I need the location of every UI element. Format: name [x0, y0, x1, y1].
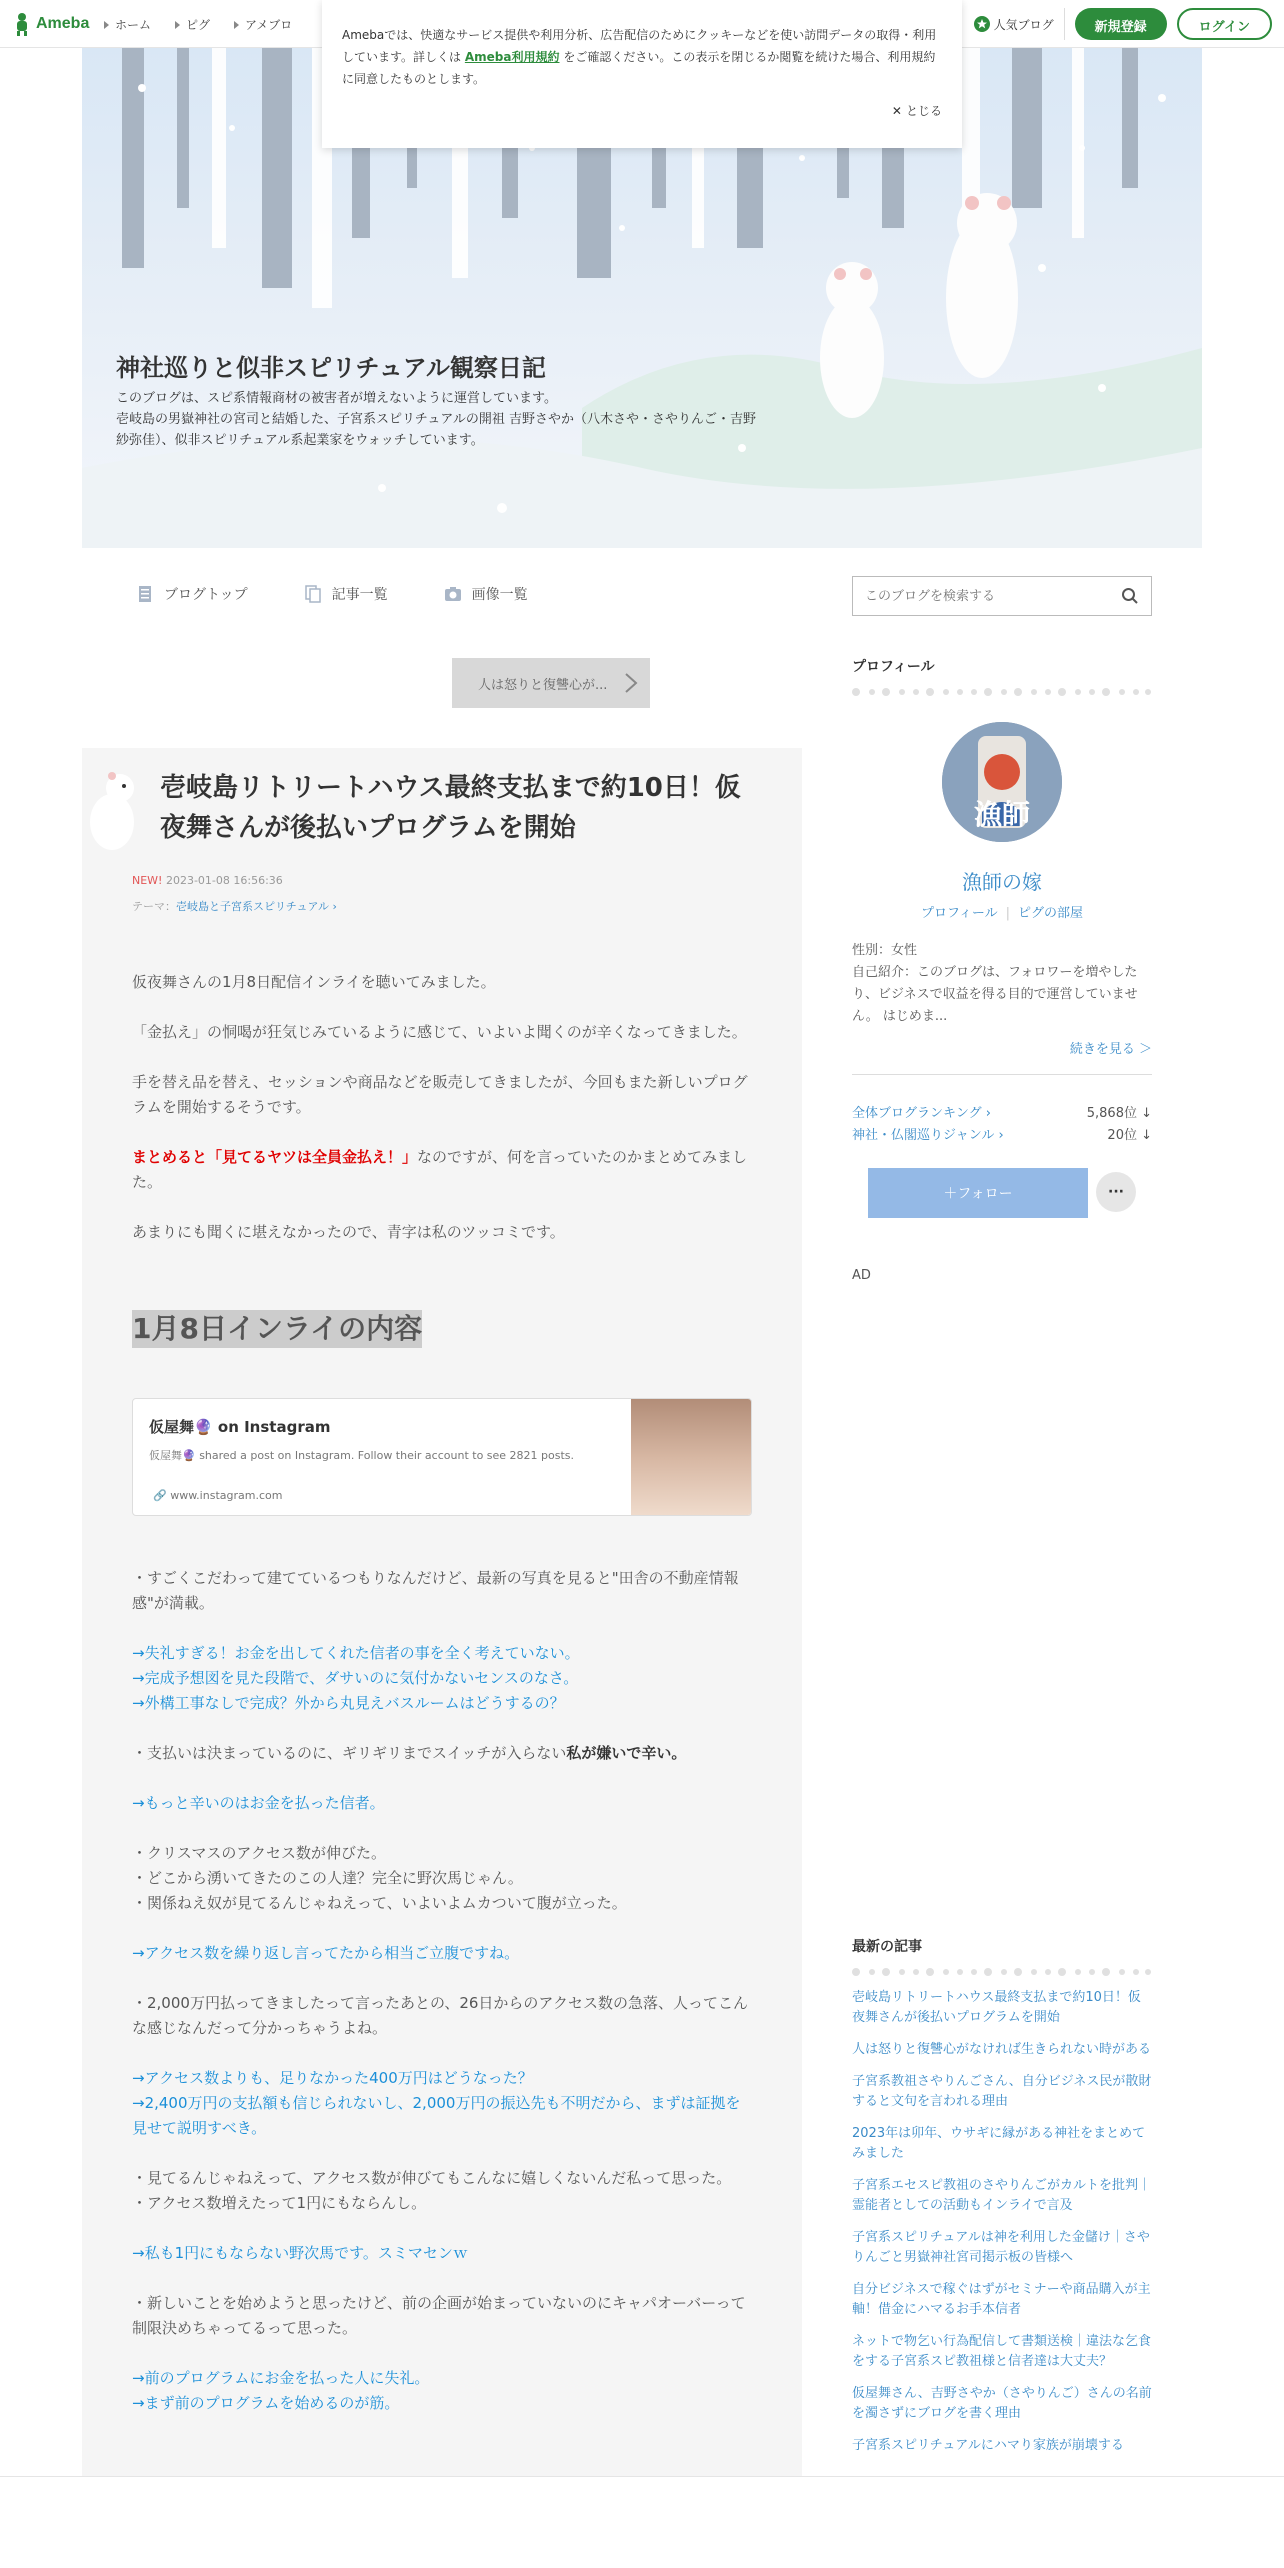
- latest-article-link[interactable]: 壱岐島リトリートハウス最終支払まで約10日！仮夜舞さんが後払いプログラムを開始: [852, 1990, 1141, 2025]
- ameba-logo[interactable]: [12, 12, 89, 36]
- paragraph: ・2,000万円払ってきましたって言ったあとの、26日からのアクセス数の急落、人ってこんな感じなんだって分かっちゃうよね。: [132, 1994, 748, 2037]
- paragraph: ・新しいことを始めようと思ったけど、前の企画が始まっていないのにキャパオーバーって制限決めちゃってるって思った。: [132, 2294, 746, 2337]
- blog-top-link[interactable]: [136, 584, 248, 604]
- profile-name[interactable]: 漁師の嫁: [962, 870, 1042, 894]
- ad-label: AD: [852, 1268, 871, 1283]
- paragraph: あまりにも聞くに堪えなかったので、青字は私のツッコミです。: [132, 1223, 565, 1241]
- comment-block: [132, 2066, 752, 2141]
- comment-block: [132, 1641, 752, 1716]
- nav-item-ameblo[interactable]: [234, 16, 292, 33]
- link-icon: 🔗: [153, 1489, 171, 1502]
- comment-block: [132, 2366, 752, 2416]
- omamori-avatar-image: [942, 722, 1062, 842]
- embed-thumbnail: [631, 1399, 751, 1516]
- profile-heading: プロフィール: [852, 659, 935, 675]
- latest-article-link[interactable]: 自分ビジネスで稼ぐはずがセミナーや商品購入が主軸！借金にハマるお手本信者: [852, 2282, 1151, 2317]
- paragraph: 仮夜舞さんの1月8日配信インライを聴いてみました。: [132, 973, 496, 991]
- image-list-label: 画像一覧: [471, 587, 528, 603]
- paragraph: 「金払え」の恫喝が狂気じみているように感じて、いよいよ聞くのが辛くなってきました。: [132, 1023, 747, 1041]
- triangle-icon: [175, 21, 180, 29]
- comment-line: →もっと辛いのはお金を払った信者。: [132, 1794, 385, 1812]
- more-options-button[interactable]: ···: [1096, 1172, 1136, 1212]
- image-list-link[interactable]: [444, 584, 528, 604]
- document-icon: [136, 585, 154, 603]
- article-list-label: 記事一覧: [331, 587, 388, 603]
- ranking-row: [852, 1102, 1152, 1121]
- nav-label: アメブロ: [245, 18, 293, 32]
- latest-article-link[interactable]: ネットで物乞い行為配信して書類送検｜違法な乞食をする子宮系スピ教祖様と信者達は大丈夫？: [852, 2334, 1152, 2369]
- top-right-actions: [974, 8, 1272, 40]
- paragraph: [132, 2166, 752, 2216]
- chevron-right-icon: [624, 672, 638, 694]
- instagram-embed-card[interactable]: [132, 1398, 752, 1516]
- dot-divider: [852, 1968, 1152, 1976]
- ameba-logo-icon: [12, 12, 32, 36]
- ranking-label[interactable]: [852, 1102, 991, 1121]
- comment-block: [132, 1941, 752, 1966]
- pigg-room-link[interactable]: ピグの部屋: [1018, 906, 1084, 921]
- article: [82, 748, 802, 2568]
- nav-label: ホーム: [115, 18, 152, 32]
- article-date: 2023-01-08 16:56:36: [165, 874, 283, 887]
- new-badge: NEW!: [132, 874, 163, 887]
- signup-button[interactable]: 新規登録: [1075, 8, 1167, 40]
- chevron-right-icon: ›: [981, 1106, 991, 1121]
- latest-article-link[interactable]: 子宮系教祖さやりんごさん、自分ビジネス民が散財すると文句を言われる理由: [852, 2074, 1152, 2109]
- comment-line: →前のプログラムにお金を払った人に失礼。: [132, 2369, 430, 2387]
- divider: [852, 1074, 1152, 1075]
- ranking-value: 5,868位 ↓: [1086, 1106, 1152, 1121]
- cookie-text-after: をご確認ください。この表示を閉じるか閲覧を続けた場合、利用規約に同意したものとします。: [342, 50, 936, 86]
- nav-item-home[interactable]: [104, 16, 151, 33]
- paragraph-text: ・支払いは決まっているのに、ギリギリまでスイッチが入らない: [132, 1744, 567, 1762]
- paragraph: [132, 1841, 752, 1916]
- embed-title: 仮屋舞🔮 on Instagram: [149, 1418, 331, 1436]
- triangle-icon: [104, 21, 109, 29]
- latest-articles-list: [852, 1988, 1152, 2468]
- blog-description-line: このブログは、スピ系情報商材の被害者が増えないように運営しています。: [116, 391, 557, 406]
- latest-article-link[interactable]: 子宮系スピリチュアルは神を利用した金儲け｜さやりんごと男嶽神社宮司掲示板の皆様へ: [852, 2230, 1150, 2265]
- ranking-label-text: 神社・仏閣巡りジャンル: [852, 1128, 995, 1143]
- blog-description: [116, 388, 756, 451]
- avatar-text: 漁師: [973, 798, 1031, 831]
- latest-heading: 最新の記事: [852, 1939, 922, 1955]
- highlight-red: まとめると「見てるヤツは全員金払え！」: [132, 1148, 418, 1166]
- ranking-label-text: 全体ブログランキング: [852, 1106, 982, 1121]
- global-nav: [104, 16, 292, 33]
- latest-article-link[interactable]: 子宮系スピリチュアルにハマり家族が崩壊する: [852, 2438, 1124, 2453]
- comment-line: →完成予想図を見た段階で、ダサいのに気付かないセンスのなさ。: [132, 1669, 579, 1687]
- previous-article-link[interactable]: [452, 658, 650, 708]
- bold-text: 私が嫌いで辛い。: [566, 1744, 687, 1762]
- ranking-row: [852, 1124, 1152, 1143]
- profile-intro: 自己紹介：このブログは、フォロワーを増やしたり、ビジネスで収益を得る目的で運営していません。 はじめま...: [852, 965, 1138, 1024]
- theme-link[interactable]: 壱岐島と子宮系スピリチュアル: [176, 900, 330, 913]
- embed-url: [153, 1483, 282, 1508]
- blog-top-label: ブログトップ: [164, 587, 248, 603]
- dot-divider: [852, 688, 1152, 696]
- comment-block: [132, 2241, 752, 2266]
- paragraph: 手を替え品を替え、セッションや商品などを販売してきましたが、今回もまた新しいプログラムを開始するそうです。: [132, 1073, 748, 1116]
- nav-label: ピグ: [186, 18, 211, 32]
- star-icon: [974, 16, 990, 32]
- cookie-text-before: Amebaでは、快適なサービス提供や利用分析、広告配信のためにクッキーなどを使い訪問データの取得・利用しています。詳しくは: [342, 28, 937, 64]
- comment-line: →外構工事なしで完成？外から丸見えバスルームはどうするの？: [132, 1694, 565, 1712]
- embed-description: 仮屋舞🔮 shared a post on Instagram. Follow their account to see 2821 posts.: [149, 1449, 575, 1462]
- blog-nav: [136, 584, 528, 604]
- nav-item-pigg[interactable]: [175, 16, 210, 33]
- article-list-link[interactable]: [304, 584, 388, 604]
- latest-article-link[interactable]: 人は怒りと復讐心がなければ生きられない時がある: [852, 2042, 1152, 2057]
- paragraph-text: なのですが、何を言っていたのかまとめてみました。: [132, 1148, 748, 1191]
- login-button[interactable]: ログイン: [1177, 8, 1272, 40]
- ranking-label[interactable]: [852, 1124, 1004, 1143]
- latest-article-link[interactable]: 子宮系エセスピ教祖のさやりんごがカルトを批判｜霊能者としての活動もインライで言及: [852, 2178, 1152, 2213]
- cookie-close-label: とじる: [905, 104, 942, 118]
- profile-link[interactable]: プロフィール: [920, 906, 998, 921]
- blog-search: [852, 576, 1152, 616]
- read-more-link[interactable]: 続きを見る ＞: [1069, 1042, 1152, 1057]
- search-input[interactable]: [865, 589, 1105, 604]
- profile-gender: 性別：女性: [852, 943, 918, 958]
- logo-text: Ameba: [36, 15, 90, 32]
- paragraph-line: ・どこから湧いてきたのこの人達？完全に野次馬じゃん。: [132, 1869, 523, 1887]
- theme-label: テーマ：: [132, 900, 176, 913]
- cookie-banner: [322, 0, 962, 148]
- section-heading: 1月8日インライの内容: [132, 1310, 422, 1348]
- comment-line: →アクセス数よりも、足りなかった400万円はどうなった？: [132, 2069, 533, 2087]
- latest-article-link[interactable]: 仮屋舞さん、吉野さやか（さやりんご）さんの名前を濁さずにブログを書く理由: [852, 2386, 1152, 2421]
- bottom-bar: [0, 2476, 1284, 2568]
- paragraph-line: ・見てるんじゃねえって、アクセス数が伸びてもこんなに嬉しくないんだ私って思った。: [132, 2169, 732, 2187]
- avatar[interactable]: [942, 722, 1062, 842]
- profile-info: [852, 940, 1152, 1028]
- cookie-terms-link[interactable]: Ameba利用規約: [464, 50, 560, 64]
- comment-line: →2,400万円の支払額も信じられないし、2,000万円の振込先も不明だから、まずは証拠を見せて説明すべき。: [132, 2094, 741, 2137]
- close-icon: ✕: [891, 104, 902, 118]
- chevron-right-icon: ›: [994, 1128, 1004, 1143]
- paragraph: [132, 1145, 752, 1195]
- ranking-value: 20位 ↓: [1107, 1128, 1152, 1143]
- chevron-right-icon: ›: [329, 900, 337, 913]
- copy-icon: [304, 585, 322, 603]
- paragraph: ・すごくこだわって建てているつもりなんだけど、最新の写真を見ると"田舎の不動産情報感"が満載。: [132, 1569, 739, 1612]
- blog-title[interactable]: 神社巡りと似非スピリチュアル観察日記: [116, 354, 546, 382]
- article-title: 壱岐島リトリートハウス最終支払まで約10日！仮夜舞さんが後払いプログラムを開始: [160, 773, 741, 843]
- embed-url-text: www.instagram.com: [170, 1489, 283, 1502]
- paragraph-line: ・アクセス数増えたって1円にもならんし。: [132, 2194, 427, 2212]
- profile-links: [852, 902, 1152, 921]
- article-theme: [132, 898, 337, 914]
- paragraph-line: ・クリスマスのアクセス数が伸びた。: [132, 1844, 386, 1862]
- follow-button[interactable]: ＋フォロー: [868, 1168, 1088, 1218]
- comment-line: →失礼すぎる！お金を出してくれた信者の事を全く考えていない。: [132, 1644, 580, 1662]
- popular-blog-link[interactable]: [974, 8, 1065, 40]
- comment-line: →私も1円にもならない野次馬です。スミマセンｗ: [132, 2244, 468, 2262]
- article-meta: [132, 874, 283, 887]
- blog-description-line: 壱岐島の男嶽神社の宮司と結婚した、子宮系スピリチュアルの開祖 吉野さやか（八木さや・さやりんご・吉野紗弥佳）、似非スピリチュアル系起業家をウォッチしています。: [116, 412, 756, 448]
- comment-line: →まず前のプログラムを始めるのが筋。: [132, 2394, 400, 2412]
- comment-block: [132, 1791, 752, 1816]
- search-icon[interactable]: [1121, 587, 1139, 605]
- paragraph: [132, 1741, 752, 1766]
- triangle-icon: [234, 21, 239, 29]
- paragraph-line: ・関係ねえ奴が見てるんじゃねえって、いよいよムカついて腹が立った。: [132, 1894, 627, 1912]
- separator: |: [1005, 906, 1011, 921]
- comment-line: →アクセス数を繰り返し言ってたから相当ご立腹ですね。: [132, 1944, 520, 1962]
- cookie-close-button[interactable]: [892, 100, 942, 122]
- article-body: [132, 970, 752, 2441]
- latest-article-link[interactable]: 2023年は卯年、ウサギに縁がある神社をまとめてみました: [852, 2126, 1146, 2161]
- camera-icon: [444, 585, 462, 603]
- previous-article-label: 人は怒りと復讐心が...: [478, 677, 608, 693]
- ermine-icon: [82, 762, 142, 852]
- popular-blog-label: 人気ブログ: [993, 17, 1054, 32]
